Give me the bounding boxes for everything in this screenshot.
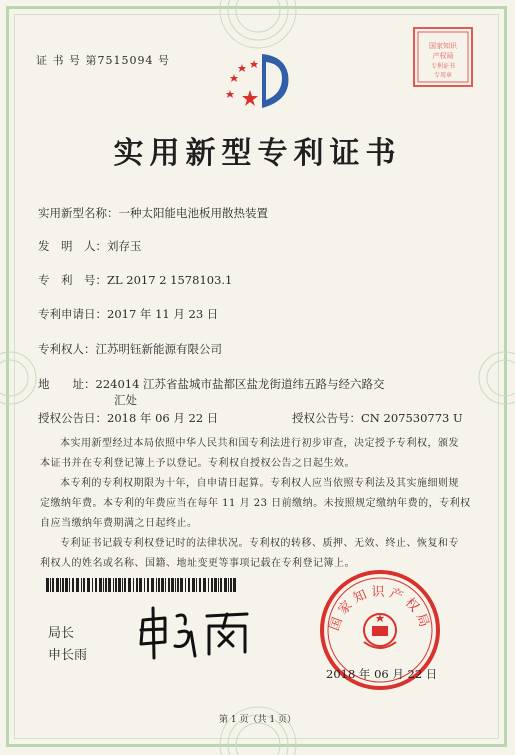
barcode-bar (218, 578, 219, 592)
barcode-bar (220, 578, 222, 592)
body-p2-line2: 定缴纳年费。本专利的年费应当在每年 11 月 23 日前缴纳。未按照规定缴纳年费的，专利权 (40, 498, 471, 509)
filing-date-label: 专利申请日： (38, 307, 107, 321)
field-announce-date (38, 410, 218, 426)
field-name (38, 205, 268, 221)
patentee-label: 专利权人： (38, 342, 96, 356)
body-p3-line2: 利权人的姓名或名称、国籍、地址变更等事项记载在专利登记簿上。 (40, 558, 355, 569)
barcode (46, 578, 236, 592)
barcode-bar (69, 578, 70, 592)
address-label: 地 址： (38, 377, 96, 391)
barcode-bar (233, 578, 236, 592)
inventor-label: 发 明 人： (38, 239, 107, 253)
field-address (38, 376, 385, 392)
barcode-bar (203, 578, 206, 592)
field-filing-date (38, 306, 218, 322)
body-p1-line2: 本证书并在专利登记簿上予以登记。专利权自授权公告之日起生效。 (40, 458, 355, 469)
barcode-bar (199, 578, 201, 592)
barcode-bar (188, 578, 190, 592)
barcode-bar (156, 578, 157, 592)
barcode-bar (95, 578, 97, 592)
barcode-bar (103, 578, 104, 592)
announce-no-label: 授权公告号： (292, 411, 361, 425)
patent-no-value: ZL 2017 2 1578103.1 (107, 273, 233, 287)
svg-text:国家知识产权局: 国家知识产权局 (327, 585, 433, 633)
field-patentee (38, 341, 222, 357)
barcode-bar (87, 578, 90, 592)
body-paragraphs (40, 434, 478, 574)
address-value-line1: 224014 江苏省盐城市盐都区盐龙街道纬五路与经六路交 (95, 377, 385, 391)
name-value: 一种太阳能电池板用散热装置 (118, 206, 268, 220)
announce-date-label: 授权公告日： (38, 411, 107, 425)
address-value-line2: 汇处 (114, 393, 137, 407)
barcode-bar (46, 578, 49, 592)
barcode-bar (211, 578, 213, 592)
barcode-bar (60, 578, 61, 592)
barcode-bar (115, 578, 117, 592)
barcode-bar (196, 578, 197, 592)
barcode-bar (192, 578, 195, 592)
barcode-bar (133, 578, 134, 592)
svg-text:专利证书: 专利证书 (430, 63, 456, 70)
svg-text:产权局: 产权局 (432, 52, 454, 60)
barcode-bar (108, 578, 111, 592)
barcode-bar (158, 578, 160, 592)
handwritten-signature (135, 602, 260, 662)
barcode-bar (185, 578, 186, 592)
barcode-bar (224, 578, 227, 592)
barcode-bar (151, 578, 154, 592)
patent-no-label: 专 利 号： (38, 273, 107, 287)
announce-no-value: CN 207530773 U (361, 411, 463, 425)
barcode-bar (177, 578, 179, 592)
top-stamp (410, 24, 476, 90)
barcode-bar (139, 578, 142, 592)
barcode-bar (122, 578, 123, 592)
barcode-bar (113, 578, 114, 592)
barcode-bar (230, 578, 232, 592)
barcode-bar (175, 578, 176, 592)
barcode-bar (124, 578, 126, 592)
barcode-bar (62, 578, 64, 592)
barcode-bar (81, 578, 82, 592)
barcode-bar (147, 578, 149, 592)
name-label: 实用新型名称： (38, 206, 119, 220)
certificate-number: 证 书 号 第7515094 号 (36, 54, 170, 67)
national-emblem-icon (364, 614, 396, 648)
barcode-bar (83, 578, 85, 592)
body-p3-line1: 专利证书记载专利权登记时的法律状况。专利权的转移、质押、无效、终止、恢复和专 (60, 538, 459, 549)
barcode-bar (105, 578, 107, 592)
svg-text:国家知识: 国家知识 (429, 42, 457, 50)
filing-date-value: 2017 年 11 月 23 日 (107, 307, 219, 321)
barcode-bar (76, 578, 79, 592)
barcode-bar (214, 578, 217, 592)
field-patent-no (38, 272, 232, 288)
body-p1-line1: 本实用新型经过本局依照中华人民共和国专利法进行初步审查，决定授予专利权，颁发 (60, 438, 459, 449)
barcode-bar (52, 578, 54, 592)
field-address-cont (114, 392, 137, 408)
signatory-title: 局长 (48, 626, 75, 641)
barcode-bar (136, 578, 138, 592)
certificate-title: 实用新型专利证书 (113, 136, 402, 171)
barcode-bar (118, 578, 121, 592)
barcode-bar (165, 578, 166, 592)
inventor-value: 刘存玉 (107, 239, 142, 253)
patentee-value: 江苏明钰新能源有限公司 (95, 342, 222, 356)
page-footer: 第 1 页（共 1 页） (219, 715, 296, 725)
barcode-bar (144, 578, 145, 592)
barcode-bar (99, 578, 102, 592)
barcode-bar (50, 578, 51, 592)
barcode-bar (208, 578, 209, 592)
announce-date-value: 2018 年 06 月 22 日 (107, 411, 219, 425)
body-p2-line3: 自应当缴纳年费期满之日起终止。 (40, 518, 198, 529)
barcode-bar (168, 578, 170, 592)
barcode-bar (56, 578, 59, 592)
seal-date: 2018 年 06 月 22 日 (326, 667, 438, 681)
field-inventor (38, 238, 142, 254)
field-announce-no (292, 410, 463, 426)
patent-office-logo-icon (222, 50, 294, 112)
body-p2-line1: 本专利的专利权期限为十年，自申请日起算。专利权人应当依照专利法及其实施细则规 (60, 478, 459, 489)
barcode-bar (92, 578, 93, 592)
barcode-bar (161, 578, 164, 592)
signatory-name: 申长雨 (48, 648, 88, 663)
barcode-bar (72, 578, 74, 592)
barcode-bar (65, 578, 68, 592)
barcode-bar (128, 578, 131, 592)
barcode-bar (171, 578, 174, 592)
svg-text:专用章: 专用章 (433, 72, 453, 79)
barcode-bar (180, 578, 183, 592)
barcode-bar (228, 578, 229, 592)
